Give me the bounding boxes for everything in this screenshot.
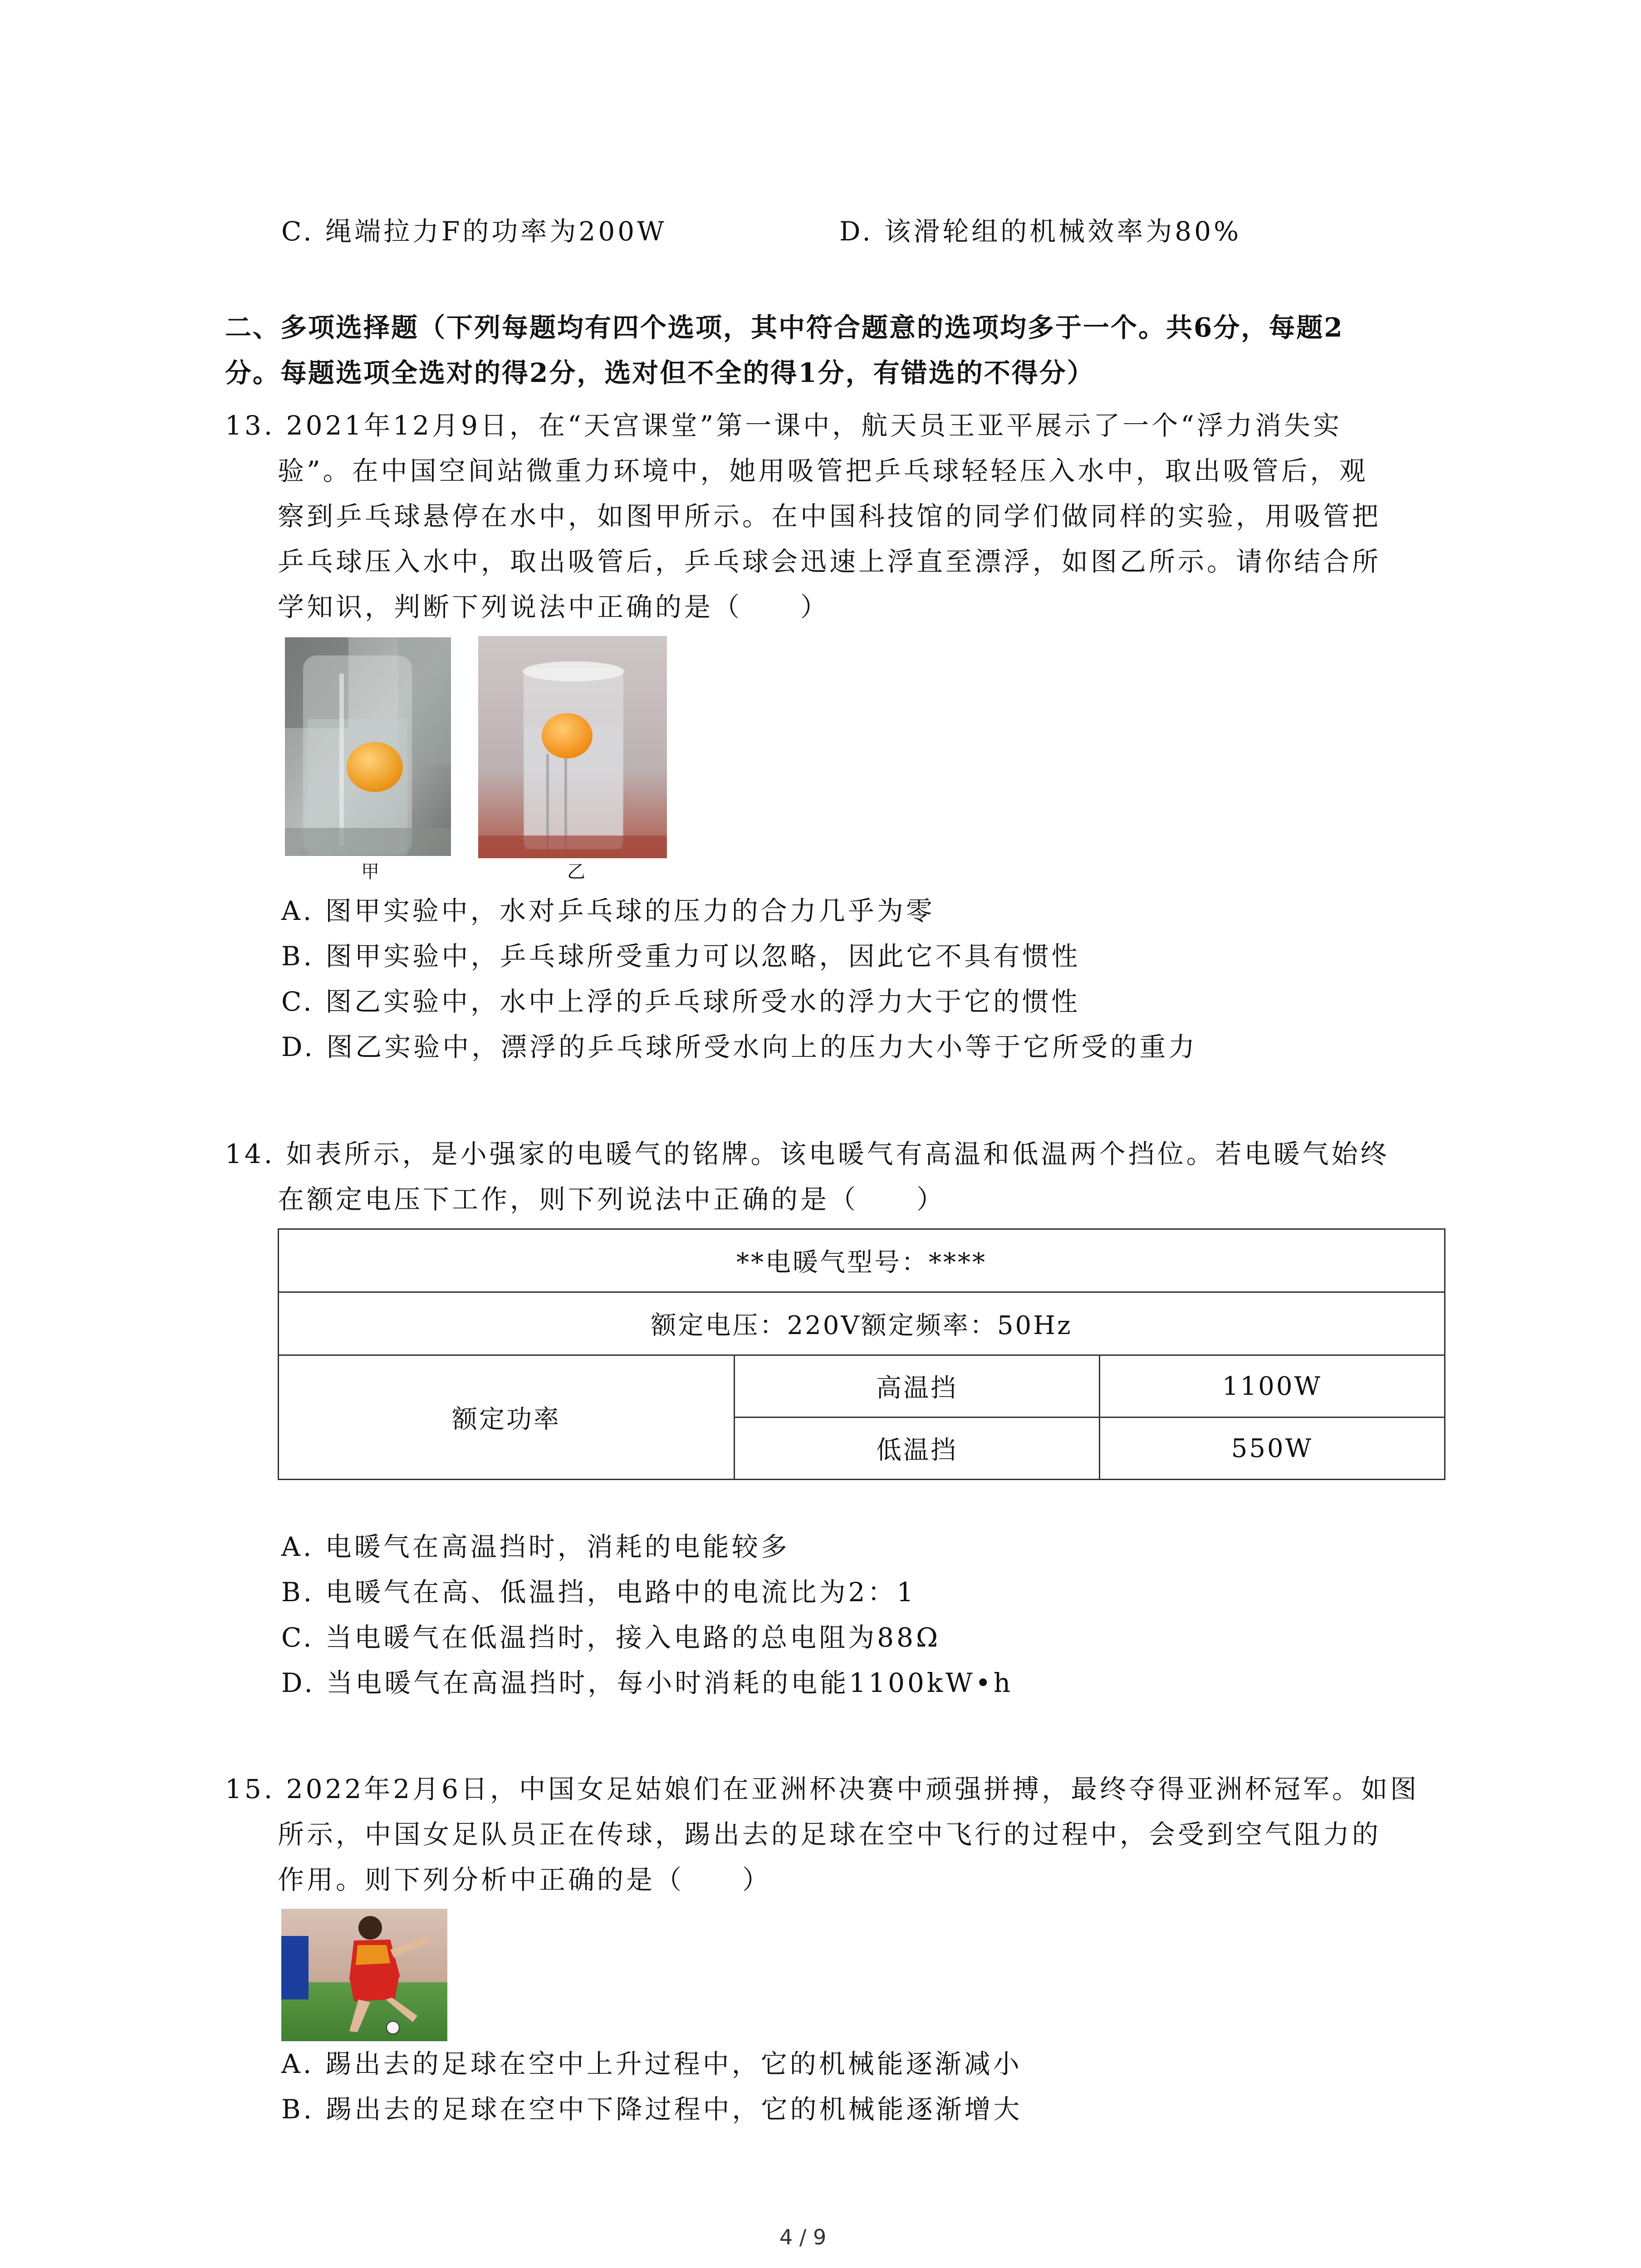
high-gear-power: 1100W bbox=[1100, 1355, 1445, 1418]
high-gear-label: 高温挡 bbox=[735, 1355, 1100, 1418]
q13-option-c: C. 图乙实验中，水中上浮的乒乓球所受水的浮力大于它的惯性 bbox=[281, 986, 1081, 1017]
q15-option-a: A. 踢出去的足球在空中上升过程中，它的机械能逐渐减小 bbox=[281, 2048, 1022, 2079]
q14-option-b: B. 电暖气在高、低温挡，电路中的电流比为2：1 bbox=[281, 1577, 916, 1608]
q12-option-c: C. 绳端拉力F的功率为200W bbox=[281, 216, 667, 247]
nameplate-voltage-frequency: 额定电压：220V额定频率：50Hz bbox=[279, 1292, 1445, 1355]
q14-stem-line: 14. 如表所示，是小强家的电暖气的铭牌。该电暖气有高温和低温两个挡位。若电暖气始终 bbox=[225, 1139, 1390, 1169]
q13-stem-line: 13. 2021年12月9日，在“天宫课堂”第一课中，航天员王亚平展示了一个“浮力消失实 bbox=[225, 410, 1342, 441]
q14-option-d: D. 当电暖气在高温挡时，每小时消耗的电能1100kW•h bbox=[281, 1667, 1014, 1698]
q13-stem-line: 学知识，判断下列说法中正确的是（ ） bbox=[278, 591, 830, 622]
q14-option-c: C. 当电暖气在低温挡时，接入电路的总电阻为88Ω bbox=[281, 1622, 941, 1653]
q13-option-d: D. 图乙实验中，漂浮的乒乓球所受水向上的压力大小等于它所受的重力 bbox=[281, 1031, 1198, 1062]
nameplate-table bbox=[278, 1228, 1445, 1480]
low-gear-power: 550W bbox=[1100, 1418, 1445, 1480]
football-player-photo bbox=[281, 1909, 447, 2041]
q15-stem-line: 所示，中国女足队员正在传球，踢出去的足球在空中飞行的过程中，会受到空气阻力的 bbox=[278, 1819, 1381, 1850]
q13-stem-line: 乒乓球压入水中，取出吸管后，乒乓球会迅速上浮直至漂浮，如图乙所示。请你结合所 bbox=[278, 546, 1381, 577]
q12-option-d: D. 该滑轮组的机械效率为80% bbox=[839, 216, 1242, 247]
q15-stem-line: 作用。则下列分析中正确的是（ ） bbox=[278, 1864, 772, 1895]
q13-option-b: B. 图甲实验中，乒乓球所受重力可以忽略，因此它不具有惯性 bbox=[281, 941, 1081, 972]
q14-option-a: A. 电暖气在高温挡时，消耗的电能较多 bbox=[281, 1531, 790, 1562]
figure-yi-photo bbox=[478, 636, 667, 858]
low-gear-label: 低温挡 bbox=[735, 1418, 1100, 1480]
q13-stem-line: 察到乒乓球悬停在水中，如图甲所示。在中国科技馆的同学们做同样的实验，用吸管把 bbox=[278, 501, 1381, 532]
q15-stem-line: 15. 2022年2月6日，中国女足姑娘们在亚洲杯决赛中顽强拼搏，最终夺得亚洲杯冠军。如图 bbox=[225, 1774, 1420, 1804]
q13-stem-line: 验”。在中国空间站微重力环境中，她用吸管把乒乓球轻轻压入水中，取出吸管后，观 bbox=[278, 455, 1368, 486]
q15-option-b: B. 踢出去的足球在空中下降过程中，它的机械能逐渐增大 bbox=[281, 2094, 1023, 2125]
figure-jia-photo bbox=[285, 637, 451, 856]
section-heading-line-2: 分。每题选项全选对的得2分，选对但不全的得1分，有错选的不得分） bbox=[225, 357, 1095, 388]
section-heading-line-1: 二、多项选择题（下列每题均有四个选项，其中符合题意的选项均多于一个。共6分，每题2 bbox=[225, 312, 1344, 343]
figure-jia-caption: 甲 bbox=[361, 861, 379, 882]
figure-yi-caption: 乙 bbox=[567, 861, 585, 882]
nameplate-title: **电暖气型号：**** bbox=[279, 1229, 1445, 1292]
q14-stem-line: 在额定电压下工作，则下列说法中正确的是（ ） bbox=[278, 1184, 946, 1215]
q13-option-a: A. 图甲实验中，水对乒乓球的压力的合力几乎为零 bbox=[281, 895, 935, 926]
rated-power-label: 额定功率 bbox=[279, 1355, 735, 1480]
page-number: 4 / 9 bbox=[779, 2225, 827, 2249]
